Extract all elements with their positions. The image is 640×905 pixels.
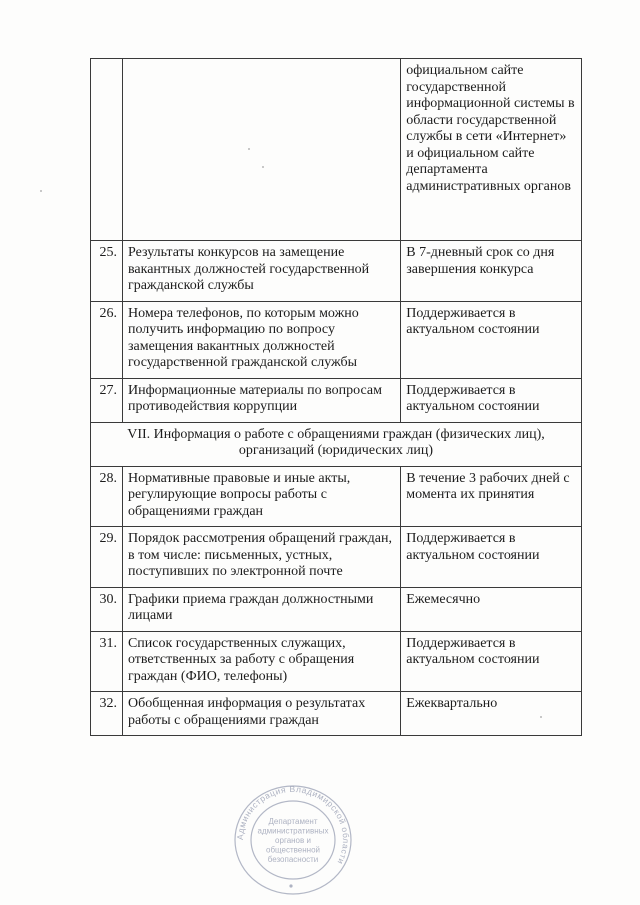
row-name-cell: Список государственных служащих, ответственных за работу с обращения граждан (ФИО, телефоны) xyxy=(122,631,400,692)
table-row xyxy=(91,466,582,527)
row-number-cell: 28. xyxy=(91,466,123,527)
row-number-cell xyxy=(91,59,123,241)
row-name-cell xyxy=(122,59,400,241)
row-term-cell: Ежеквартально xyxy=(401,692,582,736)
stamp-outer-text: Администрация Владимирской области xyxy=(234,783,352,867)
row-term-cell: В 7-дневный срок со дня завершения конкурса xyxy=(401,241,582,302)
stamp-inner-line: Департамент xyxy=(268,817,318,826)
scan-speck xyxy=(262,166,264,168)
row-number-cell: 26. xyxy=(91,301,123,378)
table-row xyxy=(91,587,582,631)
section-title: VII. Информация о работе с обращениями граждан (физических лиц), организаций (юридических лиц) xyxy=(91,422,582,466)
row-number-cell: 30. xyxy=(91,587,123,631)
seal-stamp-icon xyxy=(228,780,358,895)
row-number-cell: 27. xyxy=(91,378,123,422)
row-name-cell: Обобщенная информация о результатах работы с обращениями граждан xyxy=(122,692,400,736)
row-term-cell: Поддерживается в актуальном состоянии xyxy=(401,301,582,378)
table-row xyxy=(91,241,582,302)
scan-speck xyxy=(540,716,542,718)
table-row xyxy=(91,631,582,692)
row-term-cell: В течение 3 рабочих дней с момента их принятия xyxy=(401,466,582,527)
row-number-cell: 32. xyxy=(91,692,123,736)
row-term-cell: Поддерживается в актуальном состоянии xyxy=(401,631,582,692)
row-term-cell: Ежемесячно xyxy=(401,587,582,631)
section-header-row xyxy=(91,422,582,466)
row-term-cell: официальном сайте государственной информационной системы в области государственной службы в сети «Интернет» и официальном сайте департамента административных органов xyxy=(401,59,582,241)
stamp-inner-line: административных xyxy=(257,826,329,836)
row-name-cell: Нормативные правовые и иные акты, регулирующие вопросы работы с обращениями граждан xyxy=(122,466,400,527)
table-row-continuation xyxy=(91,59,582,241)
stamp-inner-line: безопасности xyxy=(267,855,319,864)
row-name-cell: Информационные материалы по вопросам противодействия коррупции xyxy=(122,378,400,422)
row-term-cell: Поддерживается в актуальном состоянии xyxy=(401,378,582,422)
table-row xyxy=(91,692,582,736)
table-row xyxy=(91,527,582,588)
row-name-cell: Результаты конкурсов на замещение вакантных должностей государственной гражданской службы xyxy=(122,241,400,302)
stamp-inner-line: органов и xyxy=(275,836,311,845)
scan-speck xyxy=(248,148,250,150)
table-row xyxy=(91,378,582,422)
row-number-cell: 31. xyxy=(91,631,123,692)
table-row xyxy=(91,301,582,378)
information-table xyxy=(90,58,582,736)
scan-speck xyxy=(40,190,42,192)
row-name-cell: Порядок рассмотрения обращений граждан, в том числе: письменных, устных, поступивших по электронной почте xyxy=(122,527,400,588)
row-name-cell: Номера телефонов, по которым можно получить информацию по вопросу замещения вакантных должностей государственной гражданской службы xyxy=(122,301,400,378)
row-number-cell: 29. xyxy=(91,527,123,588)
row-name-cell: Графики приема граждан должностными лицами xyxy=(122,587,400,631)
row-term-cell: Поддерживается в актуальном состоянии xyxy=(401,527,582,588)
row-number-cell: 25. xyxy=(91,241,123,302)
stamp-inner-line: общественной xyxy=(266,845,320,855)
